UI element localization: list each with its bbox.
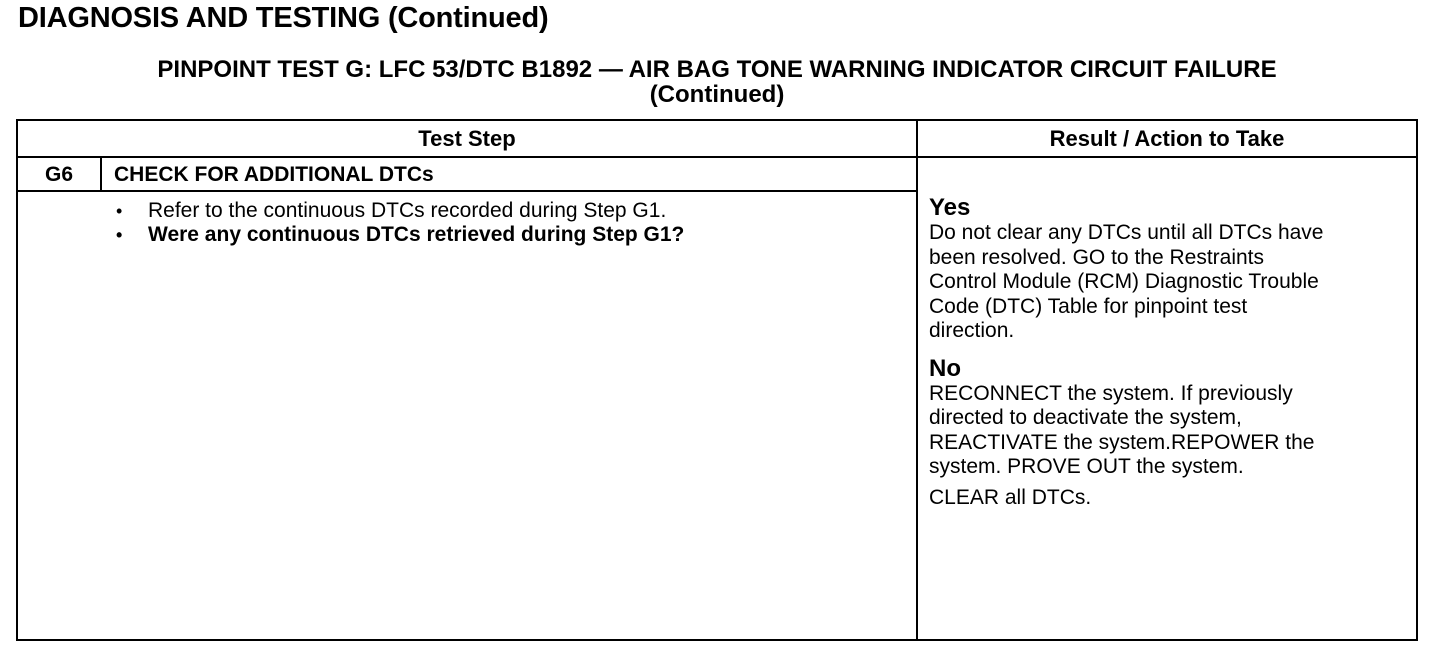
instruction-question [110,223,684,247]
column-divider [916,121,918,639]
step-number-divider [100,156,102,191]
result-yes-line: Control Module (RCM) Diagnostic Trouble [929,270,1319,293]
instruction-item [110,199,684,223]
result-no-label: No [929,354,961,382]
bullet-icon: • [116,201,123,221]
result-extra-text: CLEAR all DTCs. [929,485,1092,509]
result-yes-line: been resolved. GO to the Restraints [929,245,1265,269]
result-yes-line: Do not clear any DTCs until all DTCs have [929,221,1324,244]
result-no-text [929,382,1415,480]
result-no-line: RECONNECT the system. If previously [929,381,1293,405]
step-instructions [110,199,684,247]
result-action-column [929,195,1415,510]
result-no-line: directed to deactivate the system, [929,406,1242,429]
result-yes-label: Yes [929,194,971,221]
instruction-text: Were any continuous DTCs retrieved during Step G1? [148,223,685,246]
header-result-action: Result / Action to Take [1049,126,1285,151]
instruction-text: Refer to the continuous DTCs recorded during Step G1. [148,199,667,222]
result-yes-line: Code (DTC) Table for pinpoint test [929,294,1248,318]
header-test-step: Test Step [418,126,516,151]
result-no-line: REACTIVATE the system.REPOWER the [929,430,1315,454]
diagnostic-table [16,119,1418,641]
pinpoint-test-title-continued: (Continued) [649,81,785,108]
step-number: G6 [44,163,73,186]
bullet-icon: • [116,225,123,245]
result-yes-text [929,221,1415,344]
page-title: DIAGNOSIS AND TESTING (Continued) [18,2,549,34]
result-no-line: system. PROVE OUT the system. [929,455,1244,478]
result-yes-line: direction. [929,319,1015,342]
pinpoint-test-title: PINPOINT TEST G: LFC 53/DTC B1892 — AIR BAG TONE WARNING INDICATOR CIRCUIT FAILURE [157,56,1277,83]
step-title: CHECK FOR ADDITIONAL DTCs [114,163,434,186]
spacer [929,344,1415,356]
